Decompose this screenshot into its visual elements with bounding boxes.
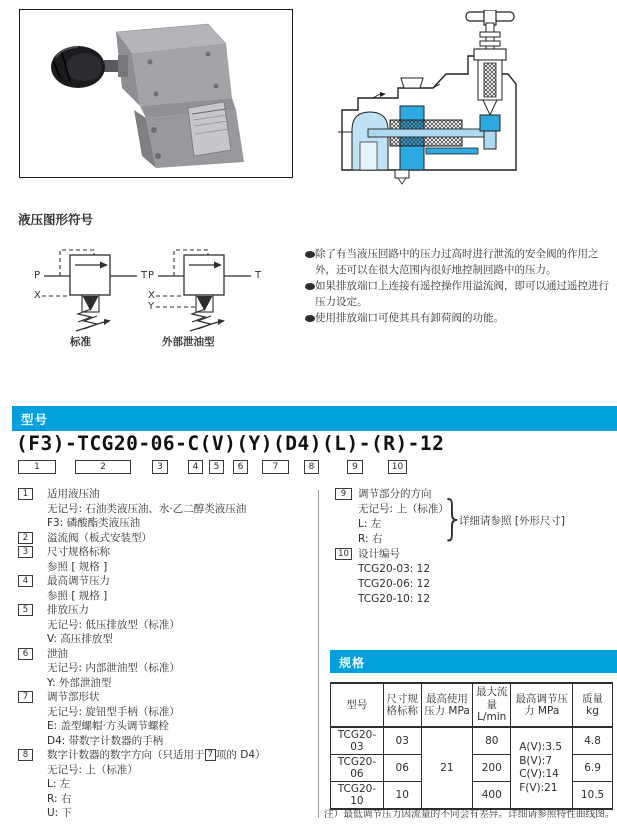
item-title: 排放压力 (47, 604, 89, 616)
inline-ref-box: 7 (205, 749, 216, 761)
list-item (18, 690, 313, 705)
item-line: Y: 外部泄油型 (47, 676, 112, 689)
port-t-label: T (255, 270, 262, 281)
item-line: 参照 [ 规格 ] (47, 589, 108, 602)
model-code-box: 10 (388, 460, 407, 474)
item-title-text: 数字计数器的数字方向（只适用于 (47, 749, 205, 761)
item-number-box: 9 (335, 488, 352, 500)
valve-photo-illustration (20, 10, 292, 177)
cell-flow: 80 (473, 727, 511, 755)
port-x-label: X (148, 290, 155, 301)
brace-glyph: } (440, 491, 465, 546)
cell-model: TCG20-10 (331, 782, 384, 810)
list-item (305, 310, 613, 326)
list-item (305, 278, 613, 310)
adjust-pressure-line: C(V):14 (519, 768, 559, 780)
item-title: 调节部分的方向 (358, 488, 432, 500)
item-title: 调节部形状 (47, 691, 100, 703)
bullet-icon (305, 283, 315, 290)
item-number-box: 4 (18, 575, 33, 587)
list-item (18, 748, 313, 763)
model-section-header: 型号 (12, 406, 617, 431)
cell-flow: 400 (473, 782, 511, 810)
item-number-box: 3 (18, 546, 33, 558)
item-title: 设计编号 (358, 548, 400, 560)
column-header: 最高调节压力 MPa (511, 683, 573, 727)
adjust-pressure-line: A(V):3.5 (519, 741, 563, 753)
table-header-row (331, 683, 613, 727)
model-code-box: 6 (233, 460, 248, 474)
adjust-pressure-line: F(V):21 (519, 781, 558, 794)
model-code-box: 1 (18, 460, 56, 474)
item-line: 无记号: 内部泄油型（标准） (47, 662, 180, 674)
item-number-box: 10 (335, 548, 352, 560)
item-line: R: 右 (358, 533, 383, 545)
item-line: L: 左 (47, 778, 71, 790)
cell-model: TCG20-06 (331, 755, 384, 782)
item-line: 无记号: 旋钮型手柄（标准） (47, 705, 180, 718)
list-item (335, 487, 613, 547)
list-item (335, 547, 613, 607)
list-item (18, 531, 313, 546)
item-line: TCG20-03: 12 (358, 563, 431, 575)
item-title (47, 748, 266, 763)
model-code-box: 2 (75, 460, 131, 474)
model-code-legend-right (335, 487, 613, 607)
item-number-box: 6 (18, 648, 33, 660)
symbol-standard-label: 标准 (70, 336, 91, 348)
model-code-box: 7 (262, 460, 289, 474)
port-t-label: T (141, 270, 148, 281)
model-code-boxes (0, 460, 617, 476)
bullet-icon (305, 315, 315, 322)
feature-text: 如果排放端口上连接有遥控操作用溢流阀，即可以通过遥控进行压力设定。 (315, 280, 609, 308)
brace-note: 详细请参照 [外形尺寸] (459, 515, 566, 527)
cell-max-use-pressure: 21 (421, 727, 473, 809)
model-code-box: 4 (188, 460, 203, 474)
item-line: E: 盖型螺帽·方头调节螺栓 (47, 720, 169, 732)
cell-mass: 4.8 (573, 727, 613, 755)
port-p-label: P (148, 270, 155, 281)
item-line: L: 左 (358, 518, 382, 530)
list-item (18, 603, 313, 618)
item-line: 无记号: 上（标准） (47, 763, 138, 776)
item-line: 无记号: 石油类液压油、水·乙二醇类液压油 (47, 502, 247, 515)
symbols-heading: 液压图形符号 (18, 212, 94, 227)
cell-size: 10 (383, 782, 421, 810)
column-header: 质量 kg (573, 683, 613, 727)
item-title: 最高调节压力 (47, 575, 110, 587)
cell-size: 03 (383, 727, 421, 755)
item-line: TCG20-06: 12 (358, 578, 431, 590)
spec-section-header: 规格 (330, 650, 617, 673)
symbol-standard (34, 243, 155, 338)
item-number-box: 8 (18, 749, 33, 761)
item-number-box: 7 (18, 691, 33, 703)
item-line: 参照 [ 规格 ] (47, 560, 108, 573)
item-line: D4: 带数字计数器的手柄 (47, 734, 164, 747)
cell-flow: 200 (473, 755, 511, 782)
cell-model: TCG20-03 (331, 727, 384, 755)
item-title: 适用液压油 (47, 488, 100, 500)
item-number-box: 1 (18, 488, 33, 500)
column-divider (318, 490, 319, 818)
list-item (18, 487, 313, 502)
model-code-box: 8 (304, 460, 319, 474)
bullet-icon (305, 251, 315, 258)
column-header: 型号 (331, 683, 384, 727)
list-item (18, 574, 313, 589)
item-line: V: 高压排放型 (47, 633, 113, 645)
item-line: F3: 磷酸酯类液压油 (47, 517, 141, 529)
item-number-box: 5 (18, 604, 33, 616)
list-item (18, 647, 313, 662)
item-title: 尺寸规格标称 (47, 546, 110, 558)
table-footnote: 注）最低调节压力因流量的不同会有差异。详细请参照特性曲线图。 (324, 809, 615, 820)
item-title: 溢流阀（板式安装型） (47, 531, 152, 544)
item-title: 泄油 (47, 647, 68, 660)
cell-mass: 6.9 (573, 755, 613, 782)
port-x-label: X (34, 290, 41, 301)
item-line: U: 下 (47, 807, 73, 819)
column-header: 最高使用压力 MPa (421, 683, 473, 727)
feature-list (305, 246, 613, 326)
model-code-legend-left (18, 487, 313, 821)
port-p-label: P (34, 270, 41, 281)
model-code: (F3)-TCG20-06-C(V)(Y)(D4)(L)-(R)-12 (16, 432, 445, 455)
cell-mass: 10.5 (573, 782, 613, 810)
column-header: 尺寸规格标称 (383, 683, 421, 727)
column-header: 最大流量 L/min (473, 683, 511, 727)
symbol-external-drain (148, 243, 266, 338)
cross-section-diagram (338, 10, 526, 188)
item-line: 无记号: 低压排放型（标准） (47, 618, 180, 631)
feature-text: 除了有当液压回路中的压力过高时进行泄流的安全阀的作用之外，还可以在很大范围内很好地控制回路中的压力。 (315, 248, 599, 276)
model-code-box: 5 (209, 460, 224, 474)
product-photo (19, 9, 293, 178)
item-line: R: 右 (47, 792, 72, 805)
list-item (305, 246, 613, 278)
item-line: 无记号: 上（标准） (358, 503, 449, 515)
cell-size: 06 (383, 755, 421, 782)
spec-table (330, 682, 613, 810)
adjust-pressure-line: B(V):7 (519, 754, 553, 767)
symbol-external-drain-label: 外部泄油型 (162, 336, 215, 348)
cell-adjust-pressure (511, 727, 573, 809)
item-line: TCG20-10: 12 (358, 593, 431, 605)
model-code-box: 3 (152, 460, 168, 474)
item-title-text: 项的 D4） (215, 749, 266, 761)
table-row (331, 727, 613, 755)
list-item (18, 545, 313, 560)
model-code-box: 9 (347, 460, 363, 474)
port-y-label: Y (148, 301, 155, 312)
item-number-box: 2 (18, 532, 33, 544)
feature-text: 使用排放端口可使其具有卸荷阀的功能。 (315, 312, 504, 324)
